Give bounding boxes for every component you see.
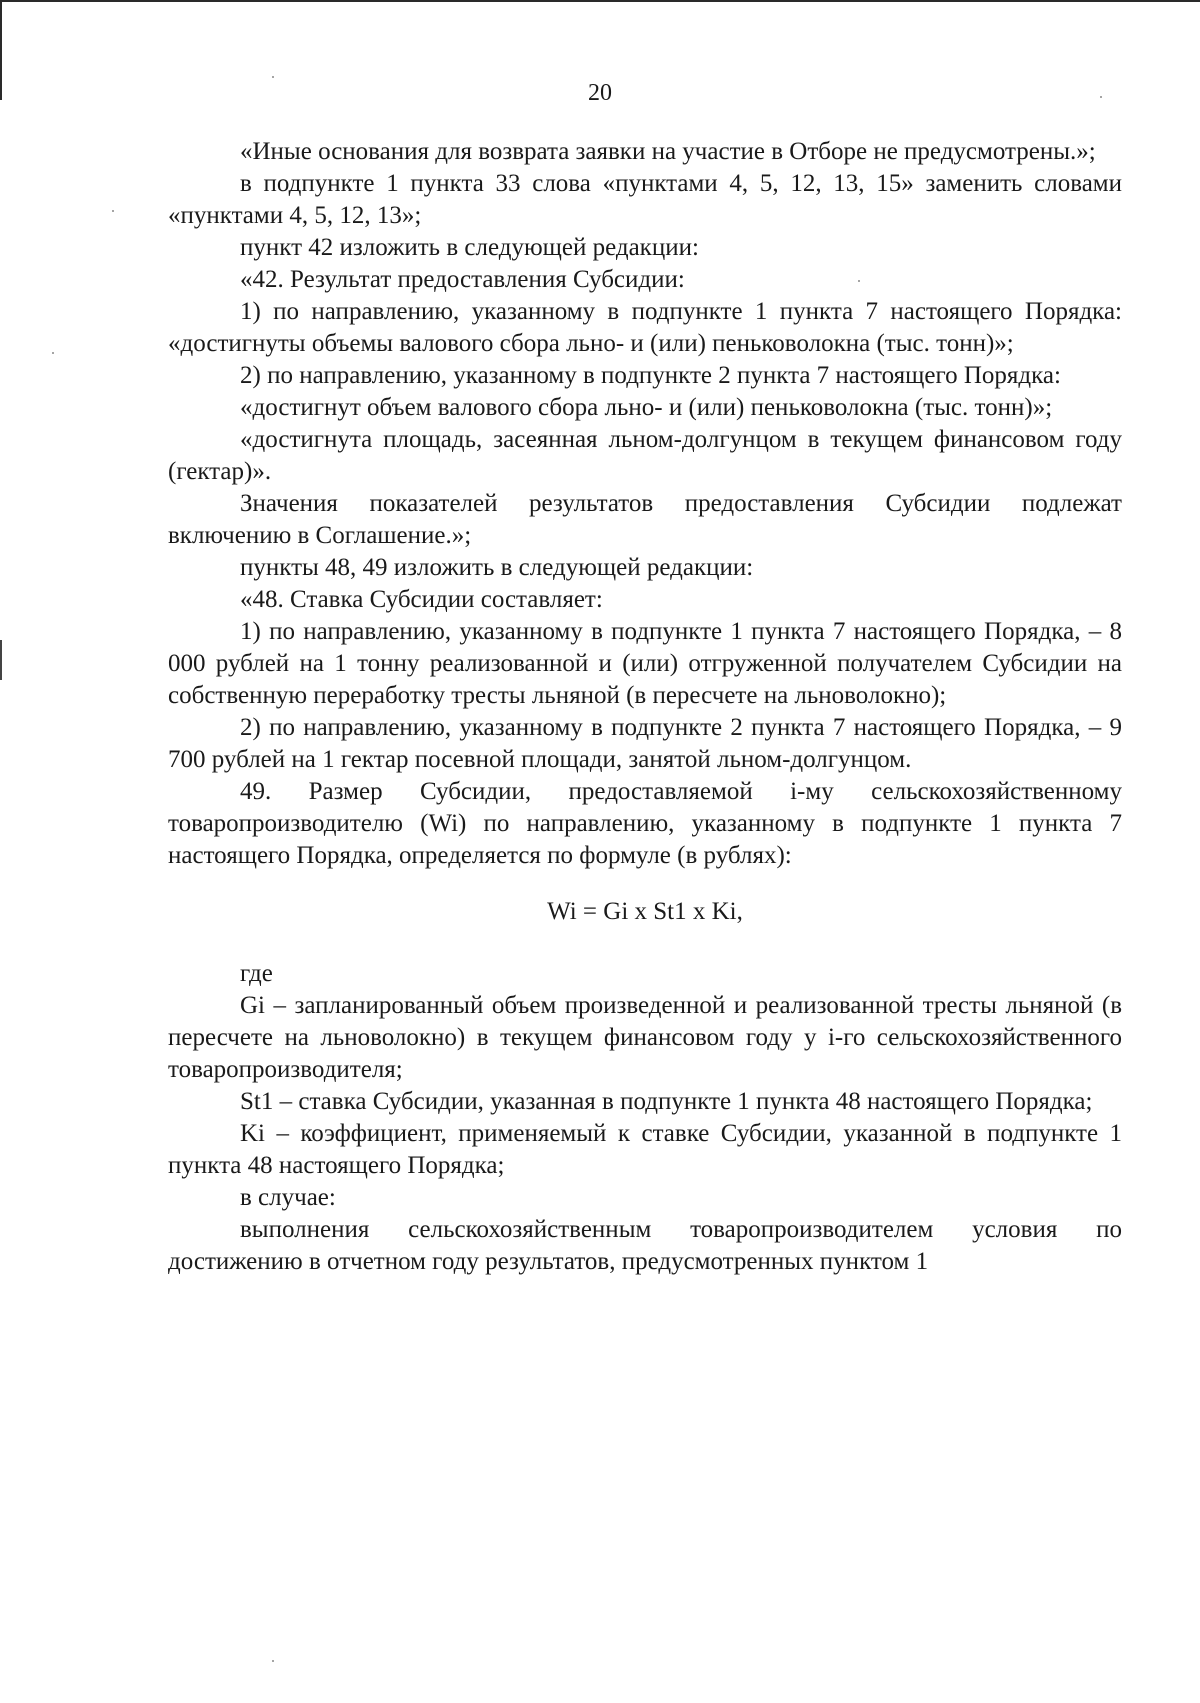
- scan-border-top: [0, 0, 1200, 2]
- definition-intro: где: [240, 960, 273, 987]
- definition-gi: Gi – запланированный объем произведенной и реализованной тресты льняной (в пересчете на льноволокно) в текущем финансовом году у i-го сельскохозяйственного товаропроизводителя;: [168, 992, 1122, 1083]
- paragraph: 2) по направлению, указанному в подпункте 2 пункта 7 настоящего Порядка, – 9 700 рублей на 1 гектар посевной площади, занятой льном-долгунцом.: [168, 714, 1122, 773]
- paragraph: пункт 42 изложить в следующей редакции:: [240, 234, 699, 261]
- paragraph: «достигнута площадь, засеянная льном-долгунцом в текущем финансовом году (гектар)».: [168, 426, 1122, 485]
- page-number: 20: [588, 80, 612, 106]
- paragraph: 1) по направлению, указанному в подпункте 1 пункта 7 настоящего Порядка: «достигнуты объемы валового сбора льно- и (или) пеньковолокна (тыс. тонн)»;: [168, 298, 1122, 357]
- paragraph: выполнения сельскохозяйственным товаропроизводителем условия по достижению в отчетном году результатов, предусмотренных пунктом 1: [168, 1216, 1122, 1275]
- paragraph: «48. Ставка Субсидии составляет:: [240, 586, 603, 613]
- paragraph: пункты 48, 49 изложить в следующей редакции:: [240, 554, 754, 581]
- scan-speck: [272, 1660, 274, 1662]
- paragraph: Значения показателей результатов предоставления Субсидии подлежат включению в Соглашение.»;: [168, 490, 1122, 549]
- scan-border-left-mark: [0, 640, 2, 680]
- paragraph: 49. Размер Субсидии, предоставляемой i-му сельскохозяйственному товаропроизводителю (Wi) по направлению, указанному в подпункте 1 пункта 7 настоящего Порядка, определяется по формуле (в рублях):: [168, 778, 1122, 869]
- definition-ki: Ki – коэффициент, применяемый к ставке Субсидии, указанной в подпункте 1 пункта 48 настоящего Порядка;: [168, 1120, 1122, 1179]
- scan-speck: [52, 352, 54, 354]
- paragraph: в случае:: [240, 1184, 336, 1211]
- scan-speck: [112, 210, 114, 212]
- paragraph: в подпункте 1 пункта 33 слова «пунктами 4, 5, 12, 13, 15» заменить словами «пунктами 4, 5, 12, 13»;: [168, 170, 1122, 229]
- paragraph: 1) по направлению, указанному в подпункте 1 пункта 7 настоящего Порядка, – 8 000 рублей на 1 тонну реализованной и (или) отгруженной получателем Субсидии на собственную переработку тресты льняной (в пересчете на льноволокно);: [168, 618, 1122, 709]
- definition-st1: St1 – ставка Субсидии, указанная в подпункте 1 пункта 48 настоящего Порядка;: [240, 1088, 1093, 1115]
- paragraph: «достигнут объем валового сбора льно- и (или) пеньковолокна (тыс. тонн)»;: [240, 394, 1053, 421]
- paragraph: «Иные основания для возврата заявки на участие в Отборе не предусмотрены.»;: [240, 138, 1096, 165]
- formula: Wi = Gi x St1 x Ki,: [547, 898, 743, 925]
- paragraph: 2) по направлению, указанному в подпункте 2 пункта 7 настоящего Порядка:: [240, 362, 1061, 389]
- paragraph: «42. Результат предоставления Субсидии:: [240, 266, 685, 293]
- document-body: [168, 136, 1122, 1278]
